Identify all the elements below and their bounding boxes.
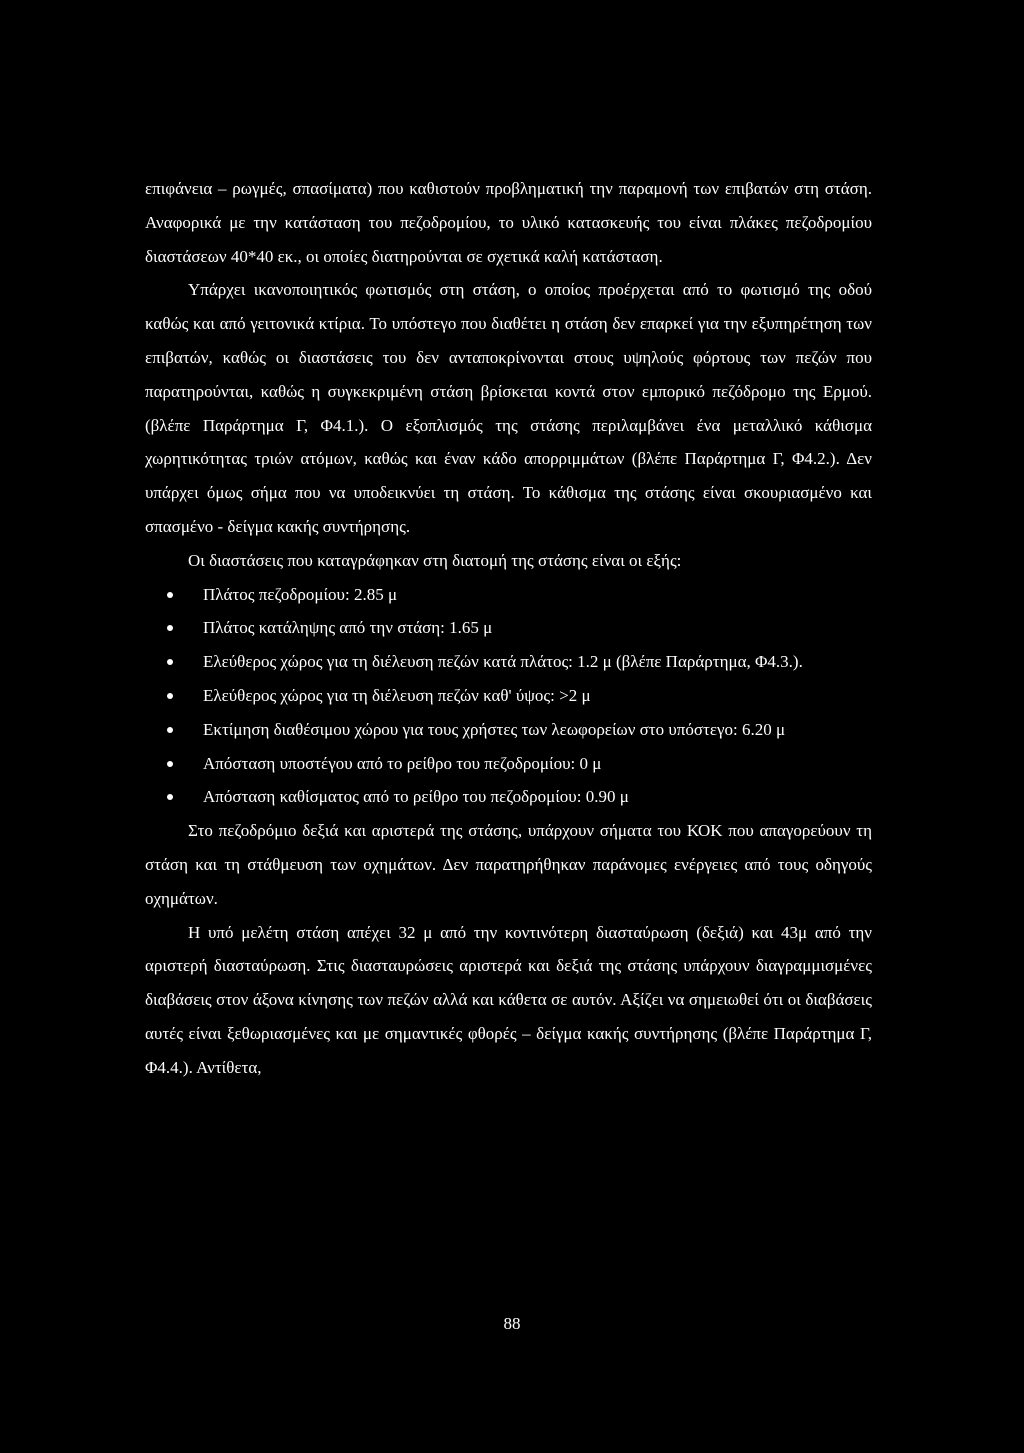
list-item — [203, 747, 872, 781]
document-page — [145, 172, 872, 1085]
bullet-icon — [167, 592, 173, 598]
list-item-text: Πλάτος κατάληψης από την στάση: 1.65 μ — [203, 618, 493, 638]
bullet-icon — [167, 625, 173, 631]
paragraph-crossings: Η υπό μελέτη στάση απέχει 32 μ από την κοντινότερη διασταύρωση (δεξιά) και 43μ από την αριστερή διασταύρωση. Στις διασταυρώσεις αριστερά και δεξιά της στάσης υπάρχουν διαγραμμισμένες διαβάσεις στον άξονα κίνησης των πεζών αλλά και κάθετα σε αυτόν. Αξίζει να σημειωθεί ότι οι διαβάσεις αυτές είναι ξεθωριασμένες και με σημαντικές φθορές – δείγμα κακής συντήρησης (βλέπε Παράρτημα Γ, Φ4.4.). Αντίθετα, — [145, 922, 872, 1077]
bullet-icon — [167, 659, 173, 665]
list-item-text: Απόσταση υποστέγου από το ρείθρο του πεζοδρομίου: 0 μ — [203, 753, 602, 773]
paragraph-dimensions-intro: Οι διαστάσεις που καταγράφηκαν στη διατομή της στάσης είναι οι εξής: — [188, 550, 682, 570]
list-item — [203, 679, 872, 713]
bullet-icon — [167, 794, 173, 800]
list-item — [203, 645, 872, 679]
paragraph-traffic-signs: Στο πεζοδρόμιο δεξιά και αριστερά της στάσης, υπάρχουν σήματα του ΚΟΚ που απαγορεύουν τη στάση και τη στάθμευση των οχημάτων. Δεν παρατηρήθηκαν παράνομες ενέργειες από τους οδηγούς οχημάτων. — [145, 821, 872, 908]
list-item-text: Ελεύθερος χώρος για τη διέλευση πεζών κατά πλάτος: 1.2 μ (βλέπε Παράρτημα, Φ4.3.). — [203, 652, 803, 672]
list-item — [203, 713, 872, 747]
list-item-text: Εκτίμηση διαθέσιμου χώρου για τους χρήστες των λεωφορείων στο υπόστεγο: 6.20 μ — [203, 719, 786, 739]
bullet-icon — [167, 693, 173, 699]
list-item-text: Απόσταση καθίσματος από το ρείθρο του πεζοδρομίου: 0.90 μ — [203, 787, 629, 807]
list-item-text: Ελεύθερος χώρος για τη διέλευση πεζών καθ' ύψος: >2 μ — [203, 685, 591, 705]
list-item — [203, 780, 872, 814]
dimensions-list — [145, 578, 872, 815]
list-item — [203, 611, 872, 645]
list-item — [203, 578, 872, 612]
bullet-icon — [167, 727, 173, 733]
list-item-text: Πλάτος πεζοδρομίου: 2.85 μ — [203, 584, 398, 604]
paragraph-lighting-shelter: Υπάρχει ικανοποιητικός φωτισμός στη στάση, ο οποίος προέρχεται από το φωτισμό της οδού καθώς και από γειτονικά κτίρια. Το υπόστεγο που διαθέτει η στάση δεν επαρκεί για την εξυπηρέτηση των επιβατών, καθώς οι διαστάσεις του δεν ανταποκρίνονται στους υψηλούς φόρτους των πεζών που παρατηρούνται, καθώς η συγκεκριμένη στάση βρίσκεται κοντά στον εμπορικό πεζόδρομο της Ερμού. (βλέπε Παράρτημα Γ, Φ4.1.). Ο εξοπλισμός της στάσης περιλαμβάνει ένα μεταλλικό κάθισμα χωρητικότητας τριών ατόμων, καθώς και έναν κάδο απορριμμάτων (βλέπε Παράρτημα Γ, Φ4.2.). Δεν υπάρχει όμως σήμα που να υποδεικνύει τη στάση. Το κάθισμα της στάσης είναι σκουριασμένο και σπασμένο - δείγμα κακής συντήρησης. — [145, 280, 872, 536]
paragraph-surface-condition: επιφάνεια – ρωγμές, σπασίματα) που καθιστούν προβληματική την παραμονή των επιβατών στη στάση. Αναφορικά με την κατάσταση του πεζοδρομίου, το υλικό κατασκευής του είναι πλάκες πεζοδρομίου διαστάσεων 40*40 εκ., οι οποίες διατηρούνται σε σχετικά καλή κατάσταση. — [145, 179, 872, 266]
page-number: 88 — [503, 1314, 521, 1333]
bullet-icon — [167, 761, 173, 767]
